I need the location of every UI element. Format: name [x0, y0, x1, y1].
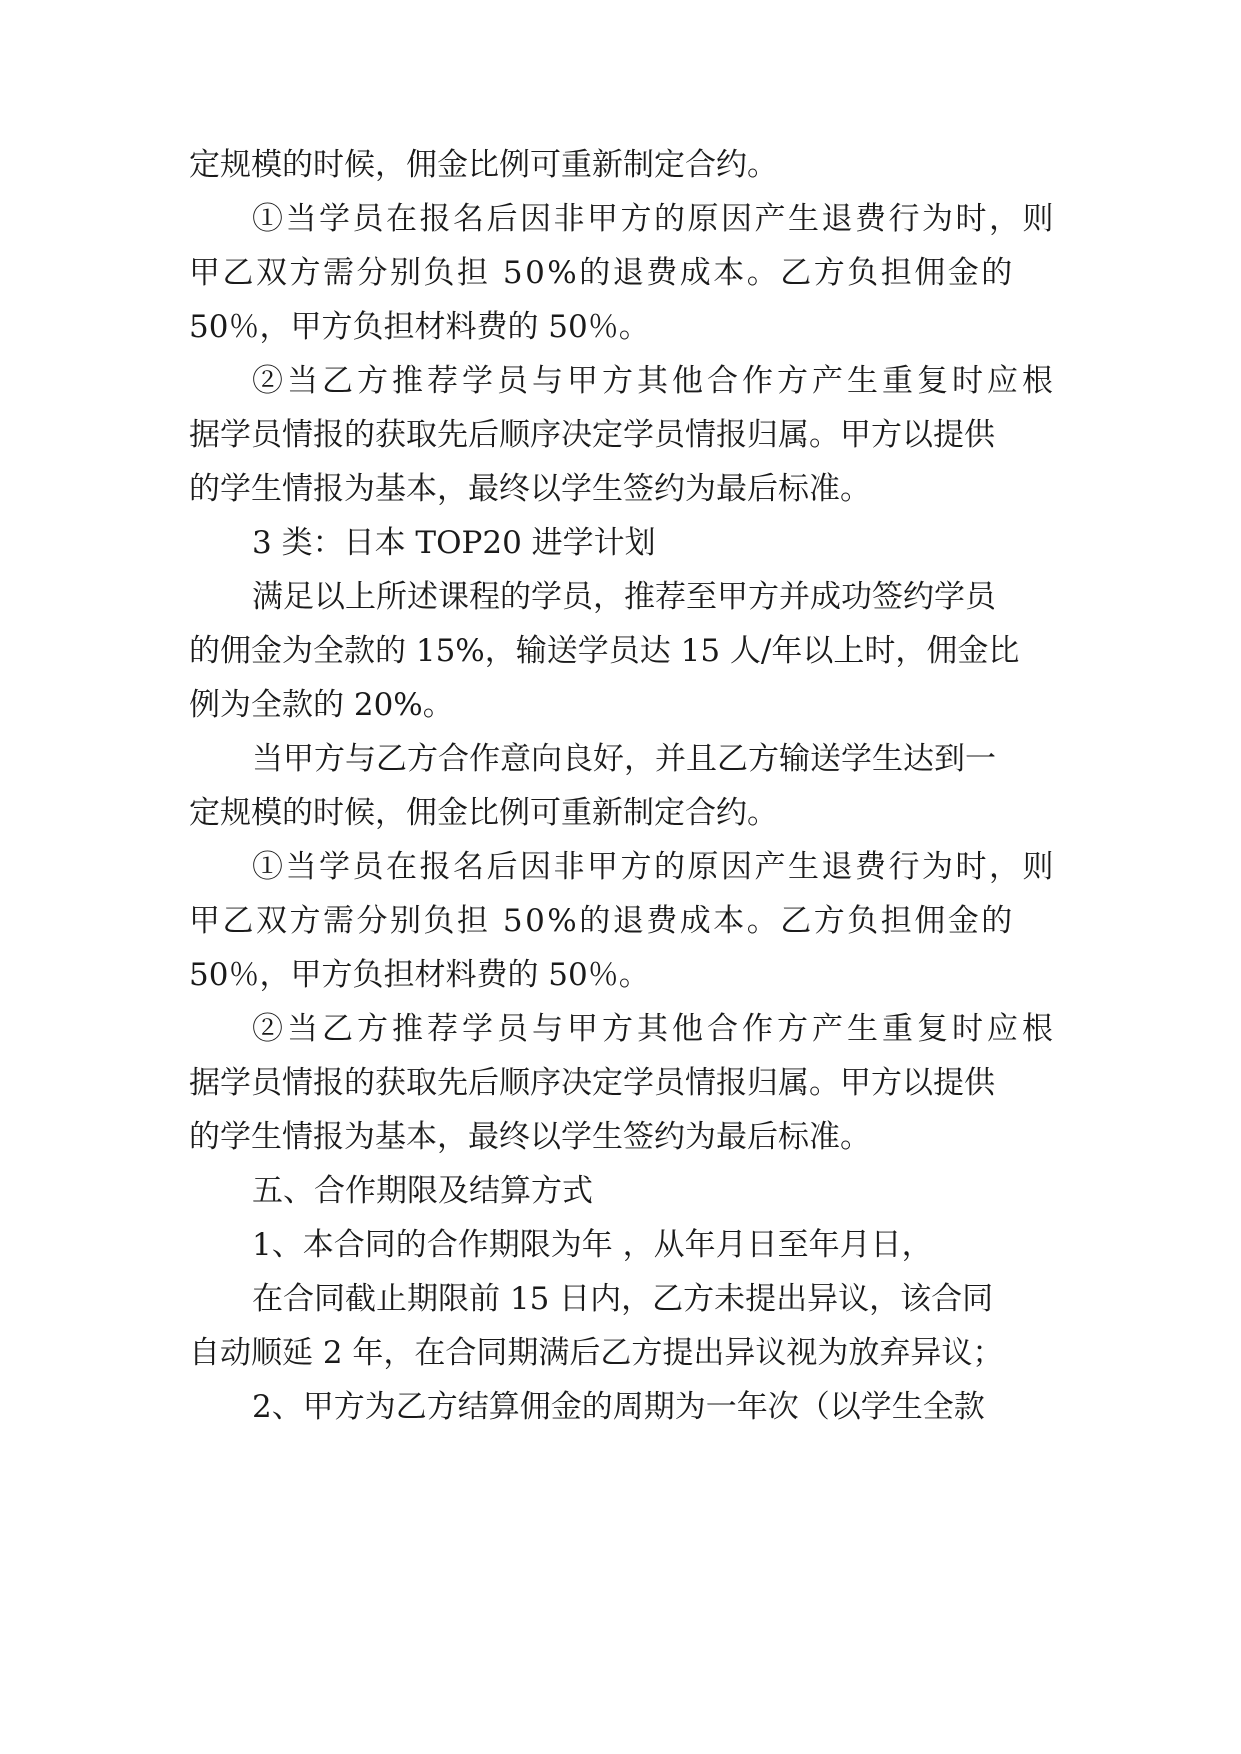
paragraph-line: 2、甲方为乙方结算佣金的周期为一年次（以学生全款 — [252, 1389, 985, 1425]
section-heading: 五、合作期限及结算方式 — [252, 1173, 593, 1209]
paragraph-line: 满足以上所述课程的学员，推荐至甲方并成功签约学员 — [252, 579, 996, 615]
paragraph-line: 的学生情报为基本，最终以学生签约为最后标准。 — [189, 1119, 871, 1155]
paragraph-line: 当甲方与乙方合作意向良好，并且乙方输送学生达到一 — [252, 741, 996, 777]
paragraph-line: 50％，甲方负担材料费的 50％。 — [189, 309, 650, 345]
paragraph-line: 据学员情报的获取先后顺序决定学员情报归属。甲方以提供 — [189, 417, 995, 453]
paragraph-line: ①当学员在报名后因非甲方的原因产生退费行为时，则 — [252, 849, 1056, 885]
paragraph-line: 定规模的时候，佣金比例可重新制定合约。 — [189, 147, 778, 183]
paragraph-line: ①当学员在报名后因非甲方的原因产生退费行为时，则 — [252, 201, 1056, 237]
paragraph-line: 的学生情报为基本，最终以学生签约为最后标准。 — [189, 471, 871, 507]
paragraph-line: 甲乙双方需分别负担 50%的退费成本。乙方负担佣金的 — [189, 903, 1015, 939]
paragraph-line: 定规模的时候，佣金比例可重新制定合约。 — [189, 795, 778, 831]
paragraph-line: 甲乙双方需分别负担 50%的退费成本。乙方负担佣金的 — [189, 255, 1015, 291]
paragraph-line: 的佣金为全款的 15%，输送学员达 15 人/年以上时，佣金比 — [189, 633, 1020, 669]
paragraph-line: ②当乙方推荐学员与甲方其他合作方产生重复时应根 — [252, 363, 1057, 399]
paragraph-line: 50％，甲方负担材料费的 50％。 — [189, 957, 650, 993]
paragraph-line: ②当乙方推荐学员与甲方其他合作方产生重复时应根 — [252, 1011, 1057, 1047]
paragraph-line: 例为全款的 20%。 — [189, 687, 454, 723]
paragraph-line: 据学员情报的获取先后顺序决定学员情报归属。甲方以提供 — [189, 1065, 995, 1101]
paragraph-line: 在合同截止期限前 15 日内，乙方未提出异议，该合同 — [252, 1281, 994, 1317]
section-heading: 3 类：日本 TOP20 进学计划 — [252, 525, 656, 561]
paragraph-line: 自动顺延 2 年，在合同期满后乙方提出异议视为放弃异议； — [189, 1335, 1004, 1371]
paragraph-line: 1、本合同的合作期限为年 ，从年月日至年月日， — [252, 1227, 933, 1263]
